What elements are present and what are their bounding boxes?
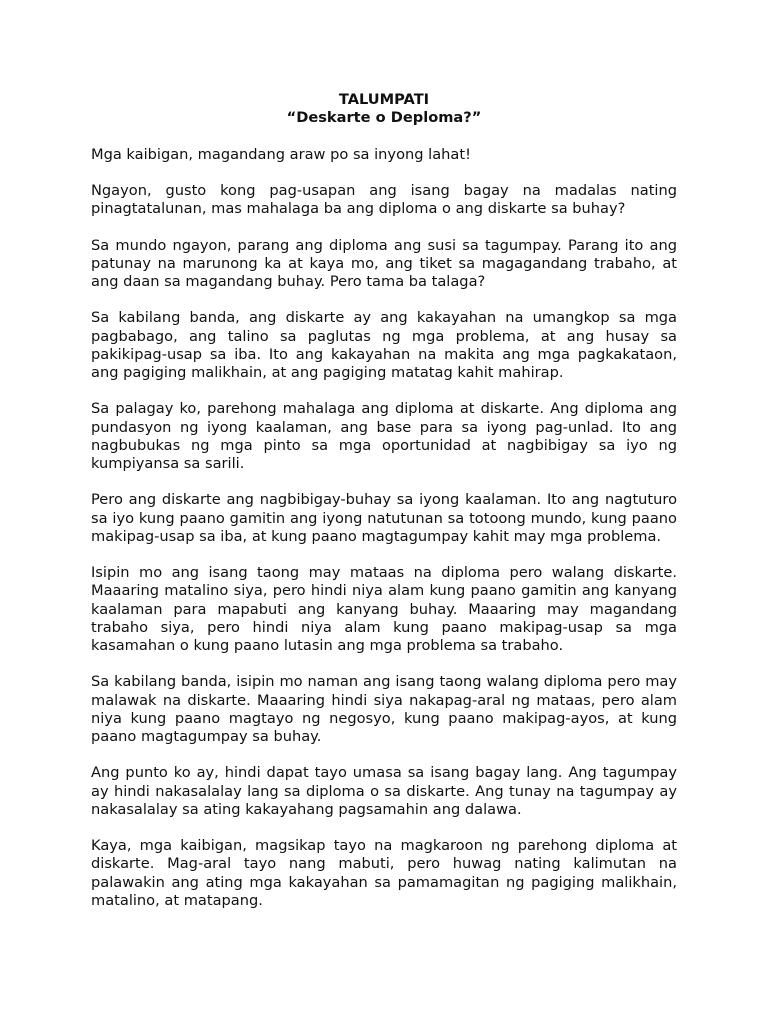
title-block <box>91 91 677 127</box>
paragraph-greeting: Mga kaibigan, magandang araw po sa inyong lahat! <box>91 145 471 163</box>
document-subtitle: “Deskarte o Deploma?” <box>286 109 482 127</box>
paragraph-conclusion: Kaya, mga kaibigan, magsikap tayo na magkaroon ng parehong diploma at diskarte. Mag-aral tayo nang mabuti, pero huwag nating kalimutan na palawakin ang ating mga kakayahan sa pamamagitan ng pagiging malikhain, matalino, at matapang. <box>91 837 677 909</box>
paragraph-point: Ang punto ko ay, hindi dapat tayo umasa sa isang bagay lang. Ang tagumpay ay hindi nakasalalay lang sa diploma o sa diskarte. Ang tunay na tagumpay ay nakasalalay sa ating kakayahang pagsamahin ang dalawa. <box>91 764 677 818</box>
paragraph-diskarte-value: Pero ang diskarte ang nagbibigay-buhay sa iyong kaalaman. Ito ang nagtuturo sa iyo kung paano gamitin ang iyong natutunan sa totoong mundo, kung paano makipag-usap sa iba, at kung paano magtagumpay kahit may mga problema. <box>91 491 677 545</box>
paragraph-example-diskarte: Sa kabilang banda, isipin mo naman ang isang taong walang diploma pero may malawak na diskarte. Maaaring hindi siya nakapag-aral ng mataas, pero alam niya kung paano magtayo ng negosyo, kung paano makipag-ayos, at kung paano magtagumpay sa buhay. <box>91 673 677 745</box>
paragraph-diskarte: Sa kabilang banda, ang diskarte ay ang kakayahan na umangkop sa mga pagbabago, ang talino sa paglutas ng mga problema, at ang husay sa pakikipag-usap sa iba. Ito ang kakayahan na makita ang mga pagkakataon, ang pagiging malikhain, at ang pagiging matatag kahit mahirap. <box>91 309 677 381</box>
paragraph-diploma: Sa mundo ngayon, parang ang diploma ang susi sa tagumpay. Parang ito ang patunay na marunong ka at kaya mo, ang tiket sa magagandang trabaho, at ang daan sa magandang buhay. Pero tama ba talaga? <box>91 236 677 290</box>
paragraph-introduction: Ngayon, gusto kong pag-usapan ang isang bagay na madalas nating pinagtatalunan, mas mahalaga ba ang diploma o ang diskarte sa buhay? <box>91 181 677 218</box>
document-title: TALUMPATI <box>338 91 430 108</box>
speech-document <box>91 91 677 928</box>
paragraph-opinion: Sa palagay ko, parehong mahalaga ang diploma at diskarte. Ang diploma ang pundasyon ng iyong kaalaman, ang base para sa iyong pag-unlad. Ito ang nagbubukas ng mga pinto sa mga oportunidad at nagbibigay sa iyo ng kumpiyansa sa sarili. <box>91 400 677 472</box>
paragraph-example-diploma: Isipin mo ang isang taong may mataas na diploma pero walang diskarte. Maaaring matalino siya, pero hindi niya alam kung paano gamitin ang kanyang kaalaman para mapabuti ang kanyang buhay. Maaaring may magandang trabaho siya, pero hindi niya alam kung paano makipag-usap sa mga kasamahan o kung paano lutasin ang mga problema sa trabaho. <box>91 564 677 654</box>
